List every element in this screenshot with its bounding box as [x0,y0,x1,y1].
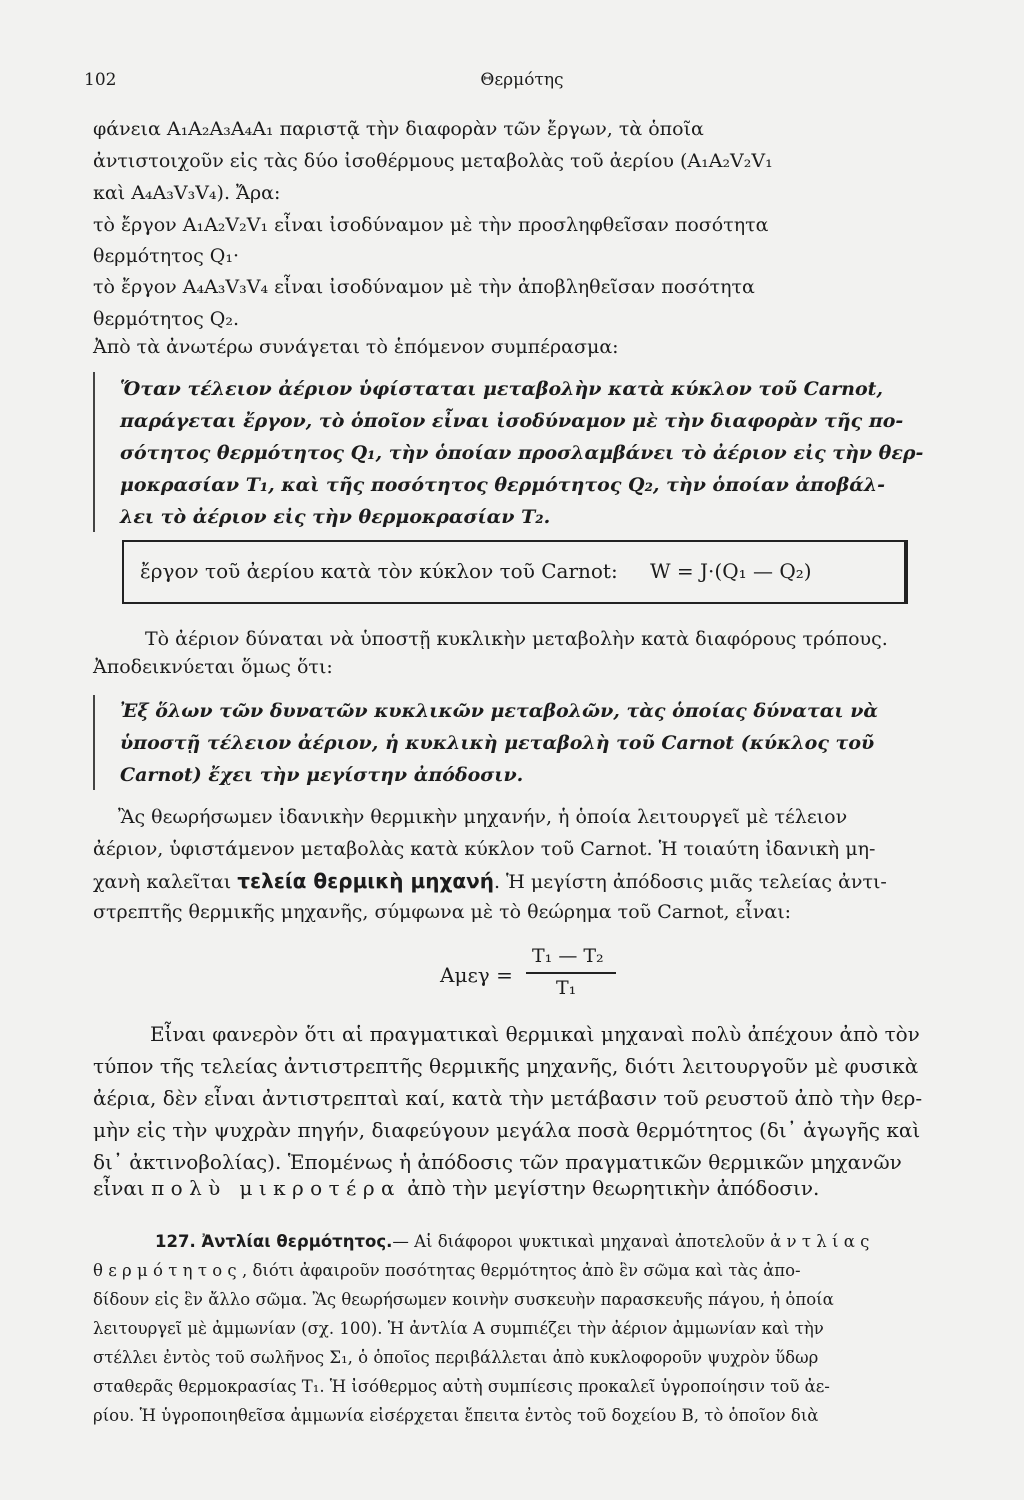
section-line [93,1261,961,1280]
text-line: ἀντιστοιχοῦν εἰς τὰς δύο ἰσοθέρμους μεταβολὰς τοῦ ἀερίου (Α₁Α₂V₂V₁ [93,150,773,172]
theorem-line: παράγεται ἔργον, τὸ ὁποῖον εἶναι ἰσοδύναμον μὲ τὴν διαφορὰν τῆς πο- [120,410,904,432]
text-line: ἀέριον, ὑφιστάμενον μεταβολὰς κατὰ κύκλον τοῦ Carnot. Ἡ τοιαύτη ἰδανικὴ μη- [93,838,876,860]
emphasis: θερμότητος [93,1261,242,1280]
emphasis: πολὺ μικροτέρα [151,1176,401,1200]
efficiency-numerator: Τ₁ — Τ₂ [532,945,604,967]
text-line: Ἂς θεωρήσωμεν ἰδανικὴν θερμικὴν μηχανήν, ἡ ὁποία λειτουργεῖ μὲ τέλειον [118,806,848,828]
emphasis: ἀντλίας [770,1232,875,1251]
formula-box [122,540,908,604]
section-title: 127. Ἀντλίαι θερμότητος. [155,1232,393,1251]
theorem-line: μοκρασίαν Τ₁, καὶ τῆς ποσότητος θερμότητος Q₂, τὴν ὁποίαν ἀποβάλ- [120,474,886,496]
text-line: θερμότητος Q₂. [93,308,239,330]
section-line [155,1232,1023,1251]
theorem-line: Ἐξ ὅλων τῶν δυνατῶν κυκλικῶν μεταβολῶν, τὰς ὁποίας δύναται νὰ [120,700,878,722]
section-line: λειτουργεῖ μὲ ἀμμωνίαν (σχ. 100). Ἡ ἀντλία Α συμπιέζει τὴν ἀέριον ἀμμωνίαν καὶ τὴν [93,1319,824,1338]
theorem-line: Carnot) ἔχει τὴν μεγίστην ἀπόδοσιν. [120,764,524,786]
text-line: στρεπτῆς θερμικῆς μηχανῆς, σύμφωνα μὲ τὸ θεώρημα τοῦ Carnot, εἶναι: [93,901,792,923]
text-line: Εἶναι φανερὸν ὅτι αἱ πραγματικαὶ θερμικαὶ μηχαναὶ πολὺ ἀπέχουν ἀπὸ τὸν [150,1022,920,1046]
text-span: χανὴ καλεῖται [93,871,238,893]
text-line: καὶ Α₄Α₃V₃V₄). Ἄρα: [93,182,281,204]
running-title: Θερμότης [480,70,564,90]
formula-label: ἔργον τοῦ ἀερίου κατὰ τὸν κύκλον τοῦ Carnot: [140,559,618,583]
text-span: ἀπὸ τὴν μεγίστην θεωρητικὴν ἀπόδοσιν. [400,1176,820,1200]
section-line: ρίου. Ἡ ὑγροποιηθεῖσα ἀμμωνία εἰσέρχεται ἔπειτα ἐντὸς τοῦ δοχείου Β, τὸ ὁποῖον διὰ [93,1406,819,1425]
efficiency-formula [440,945,640,1005]
text-line: τὸ ἔργον Α₄Α₃V₃V₄ εἶναι ἰσοδύναμον μὲ τὴν ἀποβληθεῖσαν ποσότητα [93,276,755,298]
theorem-bar [93,372,95,532]
text-line: τὸ ἔργον Α₁Α₂V₂V₁ εἶναι ἰσοδύναμον μὲ τὴν προσληφθεῖσαν ποσότητα [93,214,769,236]
theorem-line: Ὅταν τέλειον ἀέριον ὑφίσταται μεταβολὴν κατὰ κύκλον τοῦ Carnot, [120,378,884,400]
text-span: . Ἡ μεγίστη ἀπόδοσις μιᾶς τελείας ἀντι- [493,871,887,893]
text-span: εἶναι [93,1176,152,1200]
page-number: 102 [84,70,117,90]
fraction-bar [526,972,616,974]
theorem-bar [93,695,95,790]
page-header [84,70,960,100]
theorem-line: λει τὸ ἀέριον εἰς τὴν θερμοκρασίαν Τ₂. [120,506,551,528]
text-line: φάνεια Α₁Α₂Α₃Α₄Α₁ παριστᾷ τὴν διαφορὰν τῶν ἔργων, τὰ ὁποῖα [93,118,704,140]
text-line: τύπον τῆς τελείας ἀντιστρεπτῆς θερμικῆς μηχανῆς, διότι λειτουργοῦν μὲ φυσικὰ [93,1054,919,1078]
section-line: σταθερᾶς θερμοκρασίας Τ₁. Ἡ ἰσόθερμος αὐτὴ συμπίεσις προκαλεῖ ὑγροποίησιν τοῦ ἀε- [93,1377,830,1396]
efficiency-denominator: Τ₁ [556,977,577,999]
text-line: δι᾽ ἀκτινοβολίας). Ἑπομένως ἡ ἀπόδοσις τῶν πραγματικῶν θερμικῶν μηχανῶν [93,1150,902,1174]
text-line [93,1176,961,1200]
text-line: Τὸ ἀέριον δύναται νὰ ὑποστῇ κυκλικὴν μεταβολὴν κατὰ διαφόρους τρόπους. [145,628,888,650]
text-line: Ἀποδεικνύεται ὅμως ὅτι: [93,656,333,678]
text-line: Ἀπὸ τὰ ἀνωτέρω συνάγεται τὸ ἑπόμενον συμπέρασμα: [93,336,619,358]
theorem-line: ὑποστῇ τέλειον ἀέριον, ἡ κυκλικὴ μεταβολὴ τοῦ Carnot (κύκλος τοῦ [120,732,875,754]
theorem-line: σότητος θερμότητος Q₁, τὴν ὁποίαν προσλαμβάνει τὸ ἀέριον εἰς τὴν θερ- [120,442,924,464]
text-line [93,869,961,893]
section-line: στέλλει ἐντὸς τοῦ σωλῆνος Σ₁, ὁ ὁποῖος περιβάλλεται ἀπὸ κυκλοφοροῦν ψυχρὸν ὕδωρ [93,1348,819,1367]
text-line: μὴν εἰς τὴν ψυχρὰν πηγήν, διαφεύγουν μεγάλα ποσὰ θερμότητος (δι᾽ ἀγωγῆς καὶ [93,1118,921,1142]
text-line: θερμότητος Q₁· [93,245,239,267]
text-span: , διότι ἀφαιροῦν ποσότητας θερμότητος ἀπὸ ἓν σῶμα καὶ τὰς ἀπο- [241,1261,801,1280]
efficiency-lhs: Αμεγ = [440,963,513,987]
text-span: — Αἱ διάφοροι ψυκτικαὶ μηχαναὶ ἀποτελοῦν [392,1232,771,1251]
text-line: ἀέρια, δὲν εἶναι ἀντιστρεπταὶ καί, κατὰ τὴν μετάβασιν τοῦ ρευστοῦ ἀπὸ τὴν θερ- [93,1086,923,1110]
key-term: τελεία θερμικὴ μηχανή [237,869,494,893]
section-line: δίδουν εἰς ἓν ἄλλο σῶμα. Ἂς θεωρήσωμεν κοινὴν συσκευὴν παρασκευῆς πάγου, ἡ ὁποία [93,1290,834,1309]
work-formula: W = J·(Q₁ — Q₂) [650,559,812,583]
